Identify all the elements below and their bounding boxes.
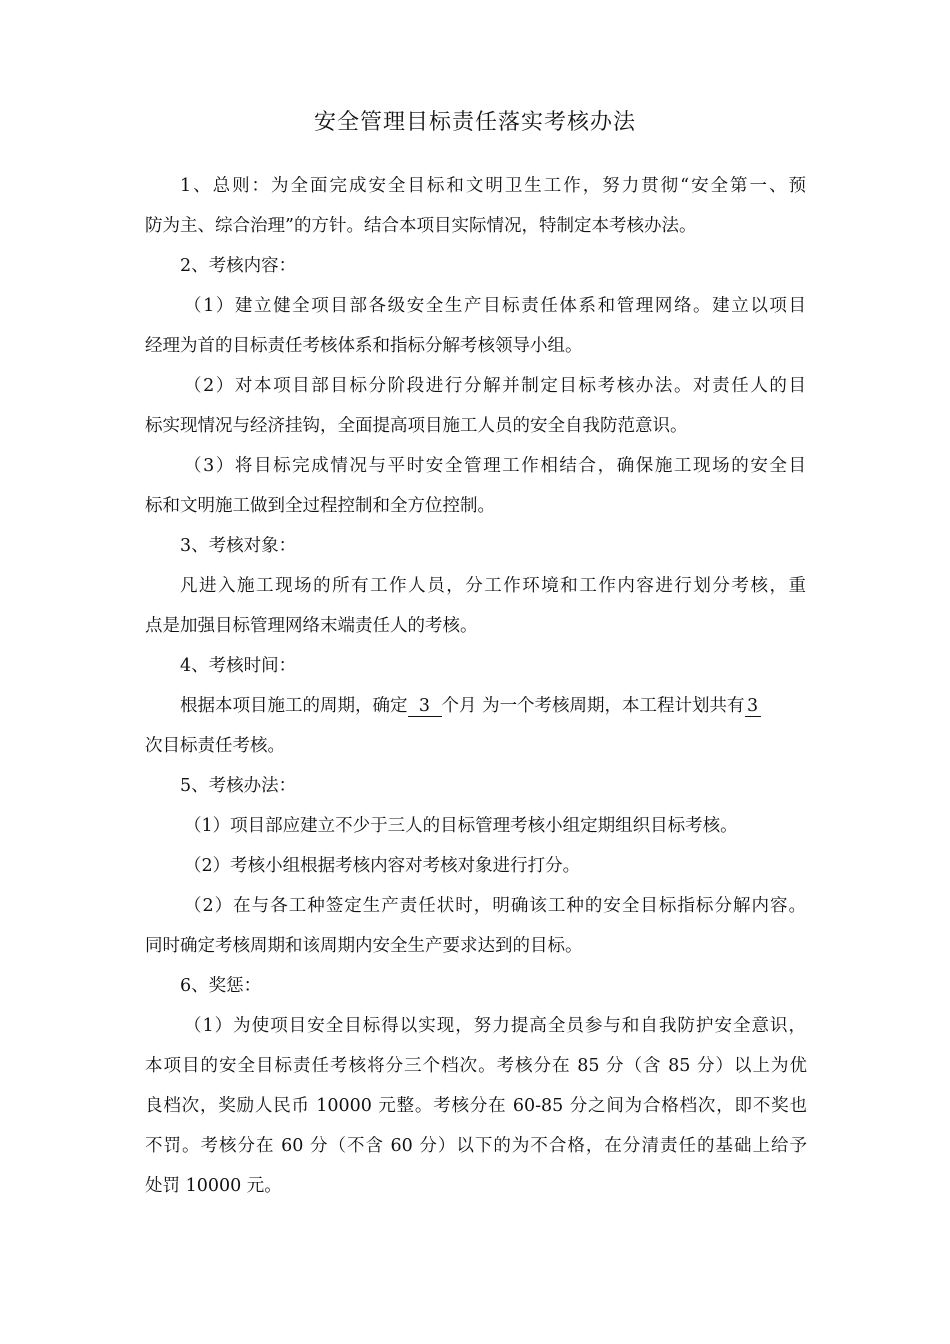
method-item-1: （1）项目部应建立不少于三人的目标管理考核小组定期组织目标考核。 — [184, 816, 738, 836]
method-item-3-line-1: （2）在与各工种签定生产责任状时，明确该工种的安全目标指标分解内容。 — [184, 896, 806, 916]
targets-line-2: 点是加强目标管理网络末端责任人的考核。 — [145, 616, 478, 636]
content-item-1-line-2: 经理为首的目标责任考核体系和指标分解考核领导小组。 — [145, 336, 583, 356]
content-item-1-line-1: （1）建立健全项目部各级安全生产目标责任体系和管理网络。建立以项目 — [184, 296, 806, 316]
method-item-2: （2）考核小组根据考核内容对考核对象进行打分。 — [184, 856, 581, 876]
content-item-3-line-2: 标和文明施工做到全过程控制和全方位控制。 — [145, 496, 495, 516]
targets-line-1: 凡进入施工现场的所有工作人员，分工作环境和工作内容进行划分考核，重 — [180, 576, 806, 596]
content-item-3-line-1: （3）将目标完成情况与平时安全管理工作相结合，确保施工现场的安全目 — [184, 456, 806, 476]
time-line-1 — [180, 693, 761, 719]
section-heading-rewards: 6、奖惩： — [180, 976, 262, 996]
time-line-2: 次目标责任考核。 — [145, 736, 285, 756]
period-months-value: 3 — [408, 696, 442, 717]
section-heading-method: 5、考核办法： — [180, 776, 297, 796]
total-times-value: 3 — [745, 696, 761, 717]
rewards-line-3: 良档次，奖励人民币 10000 元整。考核分在 60-85 分之间为合格档次，即不奖也 — [145, 1096, 807, 1116]
time-text-part-2: 个月 为一个考核周期，本工程计划共有 — [441, 696, 745, 716]
time-text-part-1: 根据本项目施工的周期，确定 — [180, 696, 408, 716]
document-title: 安全管理目标责任落实考核办法 — [313, 110, 636, 135]
content-item-2-line-2: 标实现情况与经济挂钩，全面提高项目施工人员的安全自我防范意识。 — [145, 416, 688, 436]
method-item-3-line-2: 同时确定考核周期和该周期内安全生产要求达到的目标。 — [145, 936, 583, 956]
general-line-2: 防为主、综合治理”的方针。结合本项目实际情况，特制定本考核办法。 — [145, 216, 697, 236]
section-heading-time: 4、考核时间： — [180, 656, 297, 676]
rewards-line-5: 处罚 10000 元。 — [145, 1176, 282, 1196]
general-line-1: 1、总则：为全面完成安全目标和文明卫生工作，努力贯彻“安全第一、预 — [180, 176, 806, 196]
section-heading-content: 2、考核内容： — [180, 256, 297, 276]
rewards-line-2: 本项目的安全目标责任考核将分三个档次。考核分在 85 分（含 85 分）以上为优 — [145, 1056, 807, 1076]
rewards-line-1: （1）为使项目安全目标得以实现，努力提高全员参与和自我防护安全意识， — [184, 1016, 806, 1036]
rewards-line-4: 不罚。考核分在 60 分（不含 60 分）以下的为不合格，在分清责任的基础上给予 — [145, 1136, 807, 1156]
section-heading-targets: 3、考核对象： — [180, 536, 297, 556]
content-item-2-line-1: （2）对本项目部目标分阶段进行分解并制定目标考核办法。对责任人的目 — [184, 376, 806, 396]
